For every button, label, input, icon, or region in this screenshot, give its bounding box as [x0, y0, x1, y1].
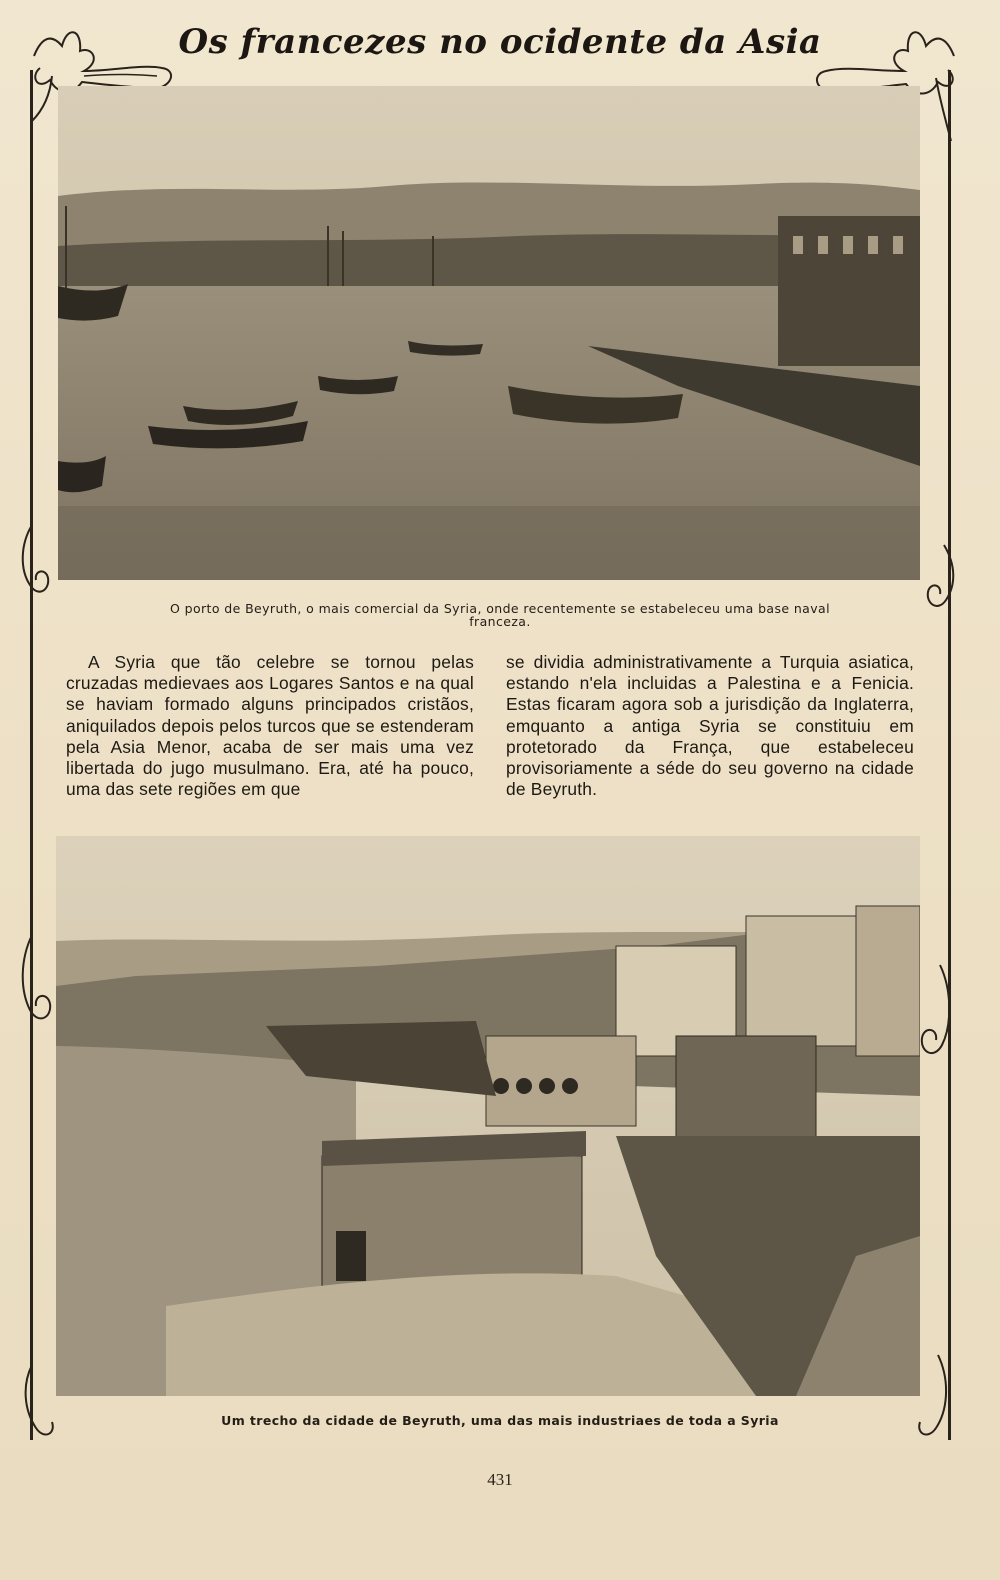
frame-left-border — [30, 70, 33, 1440]
side-curl-ornament-right-upper — [918, 540, 958, 620]
side-curl-ornament-left-lower — [18, 930, 58, 1040]
article-column-right: se dividia administrativamente a Turquia asiatica, estando n'ela incluidas a Palestina e a Fenicia. Estas ficaram agora sob a jurisdição da Inglaterra, emquanto a antiga Syria se constituiu em protetorado da França, que estabeleceu provisoriamente a séde do seu governo na cidade de Beyruth. — [506, 652, 914, 800]
harbor-photo — [58, 86, 920, 580]
frame-right-border — [948, 70, 951, 1440]
city-photo — [56, 836, 920, 1396]
harbor-photo-caption: O porto de Beyruth, o mais comercial da Syria, onde recentemente se estabeleceu uma base naval franceza. — [170, 601, 830, 629]
page-number: 431 — [487, 1470, 513, 1489]
page-title: Os francezes no ocidente da Asia — [178, 22, 822, 62]
city-photo-caption: Um trecho da cidade de Beyruth, uma das mais industriaes de toda a Syria — [221, 1413, 779, 1428]
side-curl-ornament-left-upper — [18, 520, 58, 610]
article-column-left: A Syria que tão celebre se tornou pelas cruzadas medievaes aos Logares Santos e na qual se haviam formado alguns principados cristãos, aniquilados depois pelos turcos que se estenderam pela Asia Menor, acaba de ser mais uma vez libertada do jugo musulmano. Era, até ha pouco, uma das sete regiões em que — [66, 652, 474, 800]
